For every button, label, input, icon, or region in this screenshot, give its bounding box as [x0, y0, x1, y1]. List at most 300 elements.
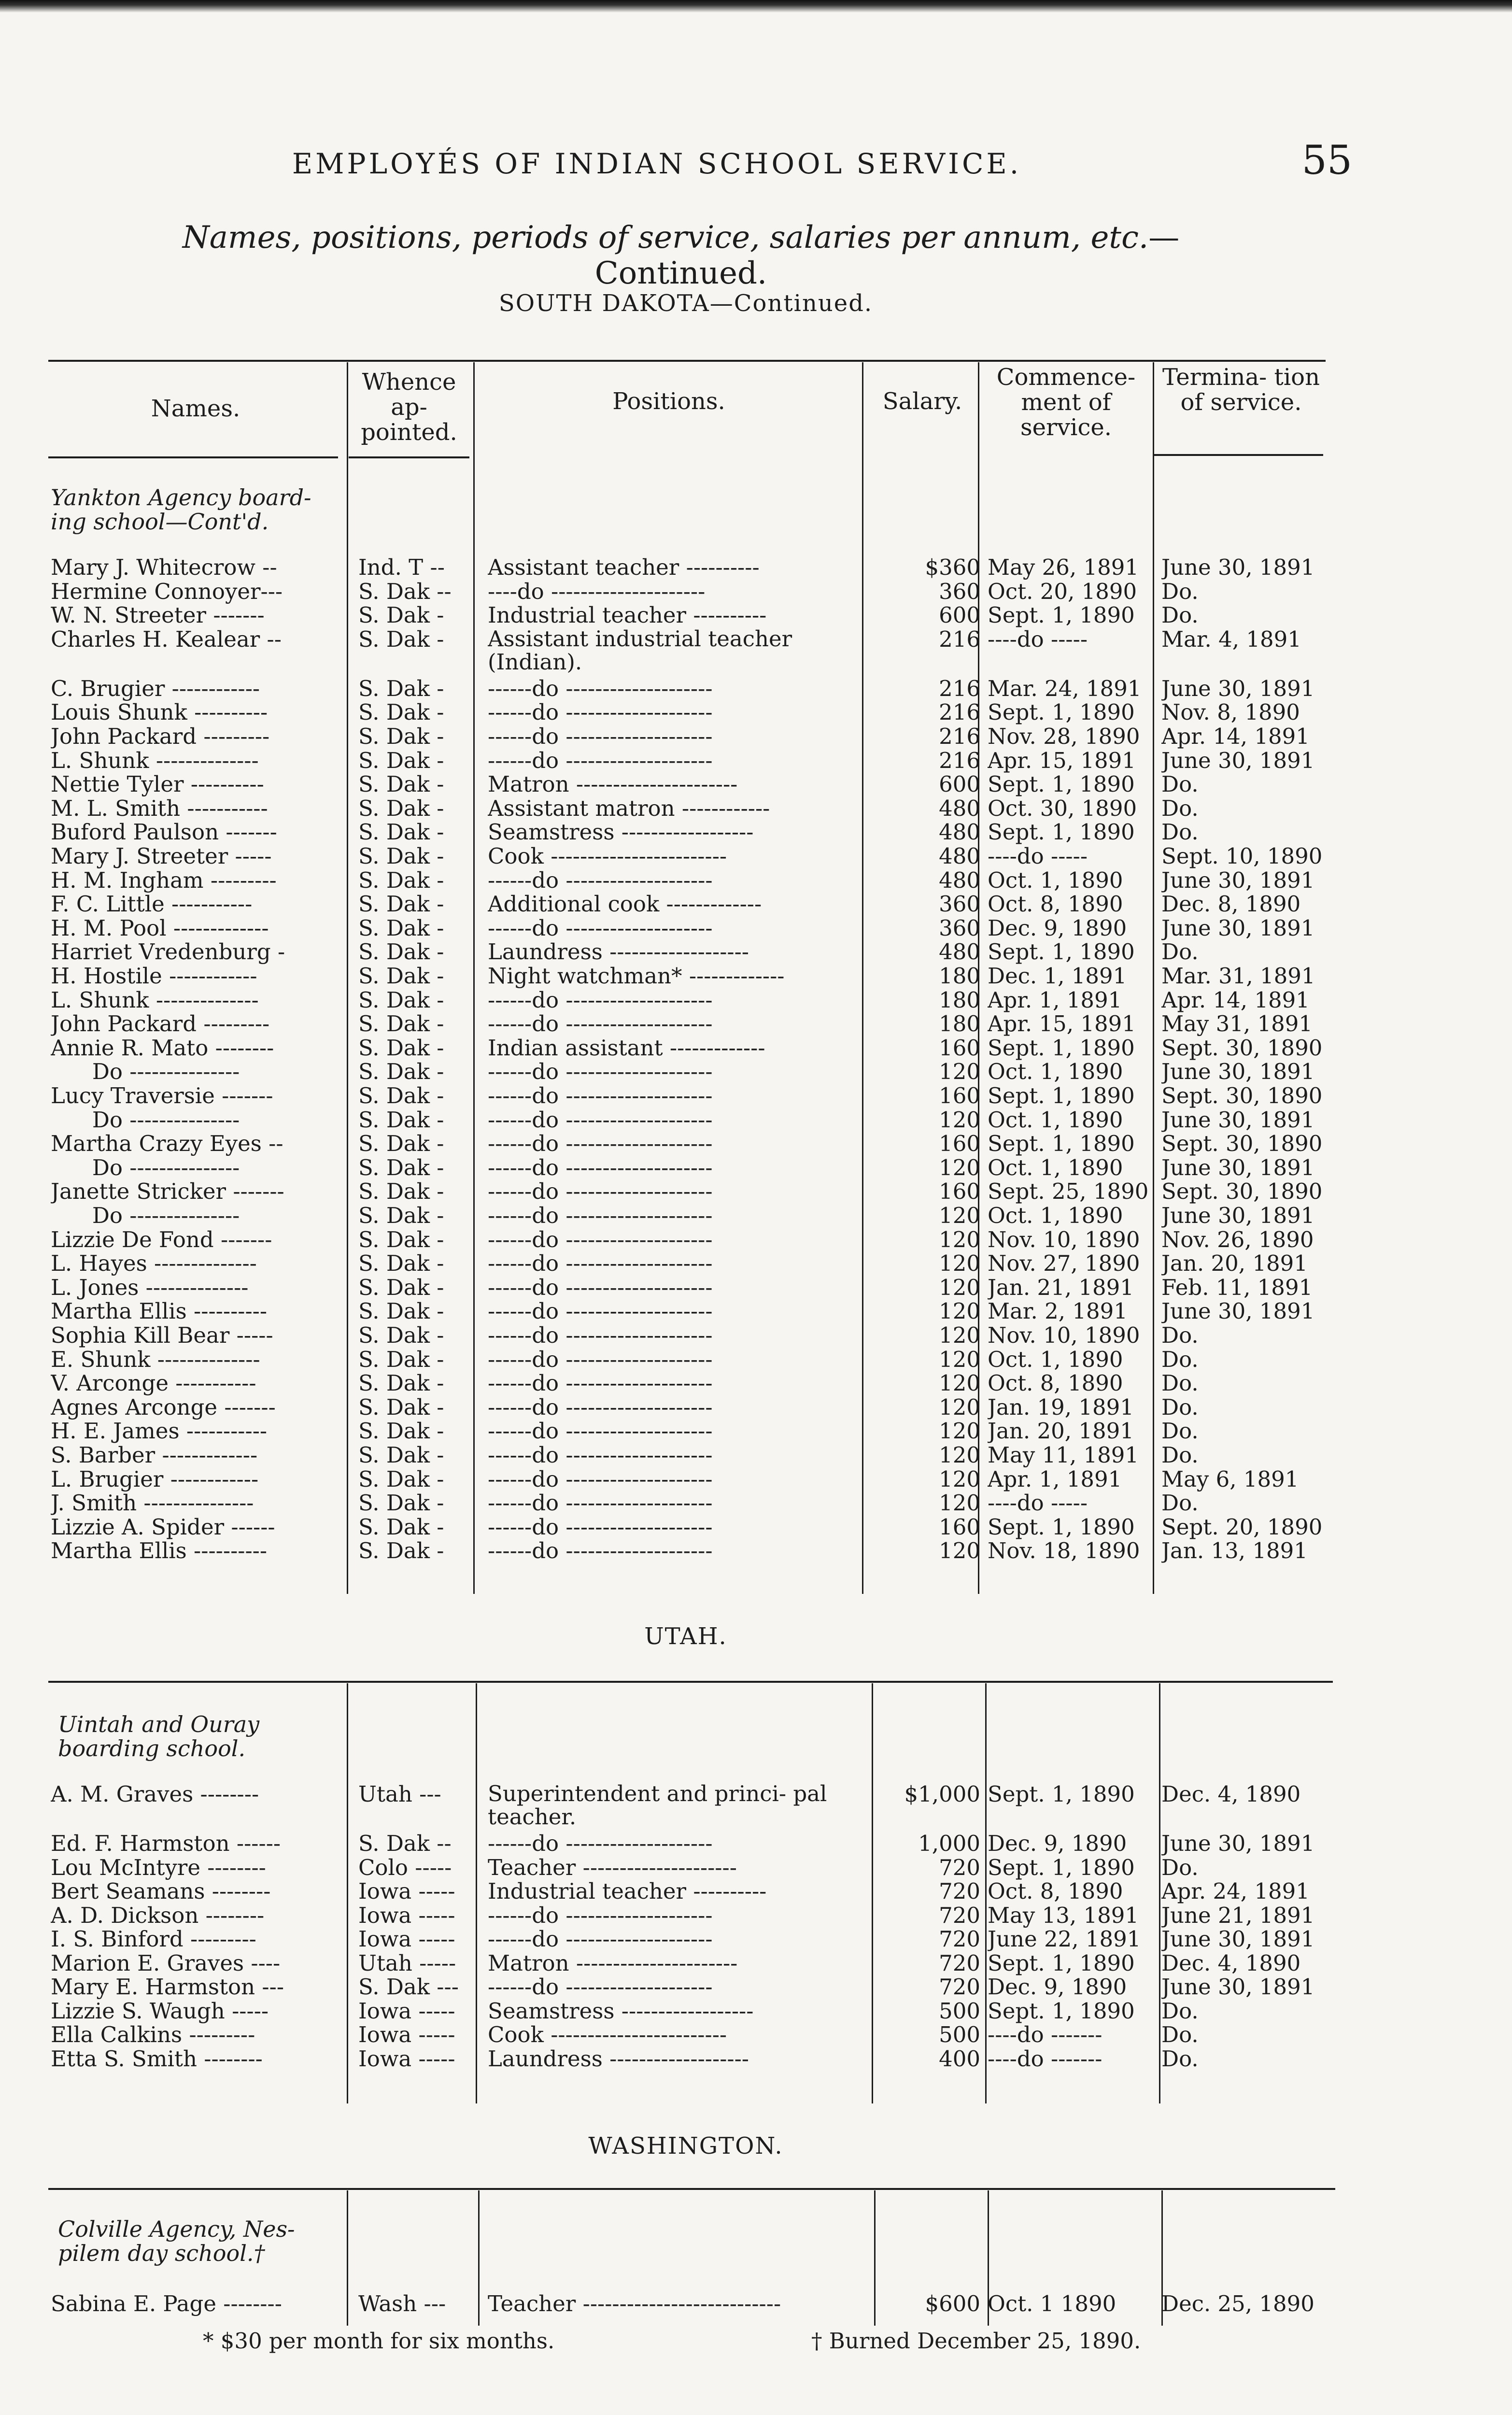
termination-date: June 30, 1891 [1161, 1155, 1315, 1180]
table-row [0, 1179, 1352, 1204]
whence-appointed: S. Dak - [358, 1204, 444, 1228]
whence-appointed: S. Dak - [358, 1012, 444, 1037]
salary: 480 [939, 940, 980, 965]
subtitle-tail: —Continued. [594, 220, 1180, 291]
commencement-date: Dec. 1, 1891 [988, 964, 1127, 988]
commencement-date: Sept. 1, 1890 [988, 1084, 1135, 1108]
position: ------do -------------------- [488, 1132, 713, 1156]
column-header-termination: Termina- tion of service. [1162, 364, 1320, 416]
commencement-date: Dec. 9, 1890 [988, 1832, 1127, 1856]
employee-name: Lizzie S. Waugh ----- [51, 1999, 269, 2023]
salary: 120 [939, 1299, 980, 1324]
table-row [0, 892, 1352, 916]
table-row [0, 1927, 1352, 1951]
termination-date: Sept. 10, 1890 [1161, 844, 1323, 868]
table-row [0, 1323, 1352, 1348]
commencement-date: ----do ------- [988, 2023, 1102, 2047]
column-header-commencement: Commence- ment of service. [996, 364, 1136, 441]
whence-appointed: Wash --- [358, 2292, 446, 2316]
employee-name: Annie R. Mato -------- [51, 1036, 274, 1060]
employee-name: Mary E. Harmston --- [51, 1975, 284, 1999]
commencement-date: Sept. 1, 1890 [988, 1999, 1135, 2023]
salary: 120 [939, 1491, 980, 1516]
position: Cook ------------------------ [488, 844, 727, 868]
position: ------do -------------------- [488, 1347, 713, 1372]
termination-date: May 31, 1891 [1161, 1012, 1313, 1037]
whence-appointed: Ind. T -- [358, 555, 445, 580]
table-row [0, 1419, 1352, 1443]
header-underline-whence [349, 456, 469, 458]
employee-name: L. Shunk -------------- [51, 748, 259, 773]
termination-date: Apr. 14, 1891 [1161, 724, 1310, 749]
salary: 480 [939, 820, 980, 845]
employee-name: Do --------------- [51, 1155, 240, 1180]
table-row [0, 1060, 1352, 1084]
scan-top-edge [0, 0, 1512, 13]
position: ------do -------------------- [488, 1227, 713, 1252]
whence-appointed: S. Dak - [358, 1371, 444, 1396]
employee-name: Etta S. Smith -------- [51, 2046, 263, 2071]
employee-name: C. Brugier ------------ [51, 676, 260, 701]
column-header-names: Names. [151, 395, 240, 422]
employee-name: Sabina E. Page -------- [51, 2292, 282, 2316]
whence-appointed: S. Dak - [358, 868, 444, 893]
salary: 216 [939, 748, 980, 773]
commencement-date: Sept. 25, 1890 [988, 1179, 1149, 1204]
position: ------do -------------------- [488, 700, 713, 725]
termination-date: Jan. 13, 1891 [1161, 1539, 1308, 1563]
salary: 120 [939, 1060, 980, 1084]
employee-name: Lou McIntyre -------- [51, 1855, 266, 1880]
table-row [0, 2047, 1352, 2071]
whence-appointed: S. Dak - [358, 1275, 444, 1300]
employee-name: Buford Paulson ------- [51, 820, 277, 845]
position: Assistant teacher ---------- [488, 555, 760, 580]
table-row [0, 749, 1352, 773]
termination-date: Do. [1161, 579, 1199, 604]
employee-name: Harriet Vredenburg - [51, 940, 285, 965]
salary: 120 [939, 1539, 980, 1563]
position: ------do -------------------- [488, 1108, 713, 1132]
position: ------do -------------------- [488, 1204, 713, 1228]
table-row [0, 1204, 1352, 1228]
employee-name: A. M. Graves -------- [51, 1782, 259, 1806]
position: ------do -------------------- [488, 988, 713, 1012]
position: ------do -------------------- [488, 1419, 713, 1444]
position: ------do -------------------- [488, 1443, 713, 1467]
commencement-date: Sept. 1, 1890 [988, 1036, 1135, 1060]
employee-name: Bert Seamans -------- [51, 1879, 271, 1904]
salary: 216 [939, 700, 980, 725]
employee-name: H. M. Ingham --------- [51, 868, 277, 893]
employee-name: Martha Crazy Eyes -- [51, 1132, 283, 1156]
whence-appointed: S. Dak - [358, 1179, 444, 1204]
table-row [0, 1856, 1352, 1880]
table-row [0, 1782, 1352, 1830]
position: ------do -------------------- [488, 1251, 713, 1276]
employee-name: John Packard --------- [51, 1012, 270, 1037]
position: Matron ---------------------- [488, 1951, 738, 1975]
position: ------do -------------------- [488, 1155, 713, 1180]
employee-name: Marion E. Graves ---- [51, 1951, 281, 1975]
salary: 120 [939, 1323, 980, 1348]
page-number: 55 [1301, 138, 1352, 184]
position: Seamstress ------------------ [488, 1999, 754, 2023]
footnote-dagger: † Burned December 25, 1890. [811, 2328, 1141, 2354]
position: ------do -------------------- [488, 676, 713, 701]
whence-appointed: S. Dak - [358, 1155, 444, 1180]
employee-name: J. Smith --------------- [51, 1491, 254, 1516]
table-row [0, 1108, 1352, 1132]
termination-date: Do. [1161, 1395, 1199, 1420]
table-row [0, 1443, 1352, 1467]
table-row [0, 1299, 1352, 1323]
table-row [0, 580, 1352, 604]
whence-appointed: S. Dak - [358, 892, 444, 917]
table-row [0, 1975, 1352, 1999]
termination-date: Do. [1161, 2046, 1199, 2071]
termination-date: June 30, 1891 [1161, 1204, 1315, 1228]
commencement-date: Oct. 1, 1890 [988, 1060, 1123, 1084]
employee-name: Lucy Traversie ------- [51, 1084, 273, 1108]
salary: 500 [939, 1999, 980, 2023]
page-title: EMPLOYÉS OF INDIAN SCHOOL SERVICE. [292, 147, 1022, 180]
header-underline-names [48, 456, 338, 458]
termination-date: June 30, 1891 [1161, 916, 1315, 940]
commencement-date: Apr. 1, 1891 [988, 1467, 1122, 1492]
table-row [0, 1951, 1352, 1975]
position: Laundress ------------------- [488, 940, 749, 965]
termination-date: June 30, 1891 [1161, 1060, 1315, 1084]
whence-appointed: S. Dak - [358, 820, 444, 845]
salary: 180 [939, 1012, 980, 1037]
whence-appointed: S. Dak - [358, 1515, 444, 1539]
salary: 600 [939, 772, 980, 797]
termination-date: June 30, 1891 [1161, 868, 1315, 893]
employee-name: L. Brugier ------------ [51, 1467, 259, 1492]
commencement-date: Oct. 1 1890 [988, 2292, 1116, 2316]
table-row [0, 2023, 1352, 2047]
termination-date: Dec. 4, 1890 [1161, 1782, 1301, 1806]
termination-date: Mar. 4, 1891 [1161, 627, 1301, 652]
employee-name: W. N. Streeter ------- [51, 603, 265, 628]
termination-date: Do. [1161, 1855, 1199, 1880]
table-row [0, 796, 1352, 821]
table-row [0, 1012, 1352, 1036]
salary: $1,000 [904, 1782, 980, 1806]
employee-name: Do --------------- [51, 1108, 240, 1132]
termination-date: Sept. 30, 1890 [1161, 1084, 1323, 1108]
table-row [0, 1084, 1352, 1108]
table-row [0, 820, 1352, 844]
table-row [0, 1276, 1352, 1300]
salary: 120 [939, 1155, 980, 1180]
employee-name: Louis Shunk ---------- [51, 700, 268, 725]
whence-appointed: S. Dak - [358, 772, 444, 797]
termination-date: Nov. 26, 1890 [1161, 1227, 1314, 1252]
whence-appointed: Utah --- [358, 1782, 441, 1806]
table-row [0, 555, 1352, 580]
position: Indian assistant ------------- [488, 1036, 765, 1060]
table-row [0, 1879, 1352, 1904]
commencement-date: Oct. 1, 1890 [988, 1204, 1123, 1228]
whence-appointed: S. Dak - [358, 1467, 444, 1492]
employee-name: Do --------------- [51, 1204, 240, 1228]
whence-appointed: S. Dak - [358, 940, 444, 965]
table-row [0, 627, 1352, 675]
employee-name: Mary J. Streeter ----- [51, 844, 272, 868]
table-row [0, 1832, 1352, 1856]
table-row [0, 772, 1352, 796]
commencement-date: Nov. 28, 1890 [988, 724, 1140, 749]
termination-date: Apr. 14, 1891 [1161, 988, 1310, 1012]
commencement-date: Oct. 8, 1890 [988, 1879, 1123, 1904]
termination-date: Dec. 4, 1890 [1161, 1951, 1301, 1975]
position: ------do -------------------- [488, 916, 713, 940]
salary: 120 [939, 1419, 980, 1444]
termination-date: Dec. 8, 1890 [1161, 892, 1301, 917]
whence-appointed: S. Dak - [358, 796, 444, 821]
header-underline-termination [1154, 454, 1323, 456]
termination-date: Nov. 8, 1890 [1161, 700, 1300, 725]
position: ------do -------------------- [488, 1084, 713, 1108]
table-row [0, 700, 1352, 724]
salary: 1,000 [918, 1832, 980, 1856]
salary: 120 [939, 1443, 980, 1467]
employee-name: H. E. James ----------- [51, 1419, 268, 1444]
whence-appointed: Colo ----- [358, 1855, 452, 1880]
whence-appointed: S. Dak - [358, 1419, 444, 1444]
termination-date: Do. [1161, 820, 1199, 845]
table-row [0, 1515, 1352, 1539]
utah-top-rule [48, 1681, 1333, 1683]
termination-date: Do. [1161, 1347, 1199, 1372]
employee-name: L. Hayes -------------- [51, 1251, 257, 1276]
termination-date: Do. [1161, 1323, 1199, 1348]
commencement-date: Apr. 1, 1891 [988, 988, 1122, 1012]
termination-date: Do. [1161, 1491, 1199, 1516]
commencement-date: Sept. 1, 1890 [988, 700, 1135, 725]
salary: 160 [939, 1515, 980, 1539]
termination-date: June 30, 1891 [1161, 676, 1315, 701]
table-row [0, 1395, 1352, 1420]
employee-name: M. L. Smith ----------- [51, 796, 268, 821]
commencement-date: Nov. 10, 1890 [988, 1323, 1140, 1348]
position: ------do -------------------- [488, 1299, 713, 1324]
salary: 160 [939, 1084, 980, 1108]
table-row [0, 1491, 1352, 1515]
termination-date: Mar. 31, 1891 [1161, 964, 1315, 988]
termination-date: June 21, 1891 [1161, 1903, 1315, 1928]
termination-date: Do. [1161, 1371, 1199, 1396]
salary: 360 [939, 916, 980, 940]
commencement-date: Sept. 1, 1890 [988, 1951, 1135, 1975]
position: ------do -------------------- [488, 1275, 713, 1300]
termination-date: June 30, 1891 [1161, 555, 1315, 580]
salary: 360 [939, 892, 980, 917]
salary: 400 [939, 2046, 980, 2071]
termination-date: Sept. 30, 1890 [1161, 1036, 1323, 1060]
commencement-date: Sept. 1, 1890 [988, 1782, 1135, 1806]
whence-appointed: S. Dak - [358, 1084, 444, 1108]
commencement-date: Apr. 15, 1891 [988, 748, 1136, 773]
whence-appointed: S. Dak - [358, 627, 444, 652]
commencement-date: Oct. 30, 1890 [988, 796, 1137, 821]
whence-appointed: S. Dak - [358, 1108, 444, 1132]
washington-top-rule [48, 2188, 1335, 2190]
commencement-date: Apr. 15, 1891 [988, 1012, 1136, 1037]
salary: 720 [939, 1879, 980, 1904]
whence-appointed: Utah ----- [358, 1951, 456, 1975]
position: ------do -------------------- [488, 724, 713, 749]
column-header-salary: Salary. [882, 388, 962, 415]
commencement-date: Oct. 20, 1890 [988, 579, 1137, 604]
table-row [0, 1132, 1352, 1156]
position: ------do -------------------- [488, 1060, 713, 1084]
salary: 120 [939, 1395, 980, 1420]
position: Seamstress ------------------ [488, 820, 754, 845]
employee-name: Agnes Arconge ------- [51, 1395, 276, 1420]
employee-name: L. Shunk -------------- [51, 988, 259, 1012]
termination-date: Sept. 20, 1890 [1161, 1515, 1323, 1539]
whence-appointed: Iowa ----- [358, 1927, 455, 1951]
salary: 720 [939, 1975, 980, 1999]
salary: 480 [939, 844, 980, 868]
column-header-whence: Whence ap- pointed. [361, 369, 457, 446]
position: ------do -------------------- [488, 1491, 713, 1516]
whence-appointed: S. Dak - [358, 748, 444, 773]
position: Industrial teacher ---------- [488, 1879, 767, 1904]
table-top-rule [48, 360, 1326, 362]
commencement-date: Sept. 1, 1890 [988, 772, 1135, 797]
termination-date: Do. [1161, 940, 1199, 965]
termination-date: Dec. 25, 1890 [1161, 2292, 1314, 2316]
commencement-date: Oct. 1, 1890 [988, 1155, 1123, 1180]
employee-name: Lizzie De Fond ------- [51, 1227, 272, 1252]
commencement-date: Oct. 1, 1890 [988, 1108, 1123, 1132]
whence-appointed: S. Dak - [358, 988, 444, 1012]
termination-date: Do. [1161, 1419, 1199, 1444]
position: ------do -------------------- [488, 1539, 713, 1563]
termination-date: Do. [1161, 2023, 1199, 2047]
position: Assistant matron ------------ [488, 796, 770, 821]
table-row [0, 1999, 1352, 2023]
commencement-date: June 22, 1891 [988, 1927, 1141, 1951]
position: Superintendent and princi- pal teacher. [488, 1782, 827, 1830]
whence-appointed: S. Dak - [358, 844, 444, 868]
commencement-date: Dec. 9, 1890 [988, 916, 1127, 940]
position: ------do -------------------- [488, 868, 713, 893]
salary: 480 [939, 796, 980, 821]
salary: 180 [939, 988, 980, 1012]
commencement-date: ----do ------- [988, 2046, 1102, 2071]
table-row [0, 1539, 1352, 1563]
position: Teacher --------------------- [488, 1855, 737, 1880]
table-row [0, 724, 1352, 749]
termination-date: June 30, 1891 [1161, 1108, 1315, 1132]
employee-name: S. Barber ------------- [51, 1443, 258, 1467]
commencement-date: ----do ----- [988, 844, 1088, 868]
whence-appointed: S. Dak - [358, 1227, 444, 1252]
termination-date: Do. [1161, 1443, 1199, 1467]
page-subtitle [126, 220, 1236, 291]
whence-appointed: S. Dak - [358, 1539, 444, 1563]
salary: 720 [939, 1927, 980, 1951]
commencement-date: Mar. 2, 1891 [988, 1299, 1128, 1324]
salary: 120 [939, 1108, 980, 1132]
whence-appointed: Iowa ----- [358, 1999, 455, 2023]
position: ------do -------------------- [488, 1832, 713, 1856]
section-heading-washington: WASHINGTON. [588, 2132, 783, 2159]
termination-date: Apr. 24, 1891 [1161, 1879, 1310, 1904]
group-label-yankton: Yankton Agency board- ing school—Cont'd. [51, 484, 311, 535]
whence-appointed: S. Dak - [358, 1299, 444, 1324]
termination-date: Do. [1161, 796, 1199, 821]
commencement-date: Jan. 20, 1891 [988, 1419, 1134, 1444]
column-header-positions: Positions. [612, 388, 725, 415]
whence-appointed: S. Dak -- [358, 579, 452, 604]
employee-name: Martha Ellis ---------- [51, 1299, 268, 1324]
whence-appointed: S. Dak - [358, 1323, 444, 1348]
commencement-date: Oct. 8, 1890 [988, 1371, 1123, 1396]
whence-appointed: S. Dak - [358, 916, 444, 940]
termination-date: June 30, 1891 [1161, 1975, 1315, 1999]
table-row [0, 1371, 1352, 1395]
employee-name: Janette Stricker ------- [51, 1179, 284, 1204]
table-row [0, 1156, 1352, 1180]
table-row [0, 1348, 1352, 1372]
table-row [0, 964, 1352, 988]
group-label-uintah: Uintah and Ouray boarding school. [58, 1711, 260, 1762]
whence-appointed: S. Dak - [358, 1060, 444, 1084]
table-row [0, 868, 1352, 893]
position: ------do -------------------- [488, 1323, 713, 1348]
salary: 120 [939, 1204, 980, 1228]
position: Cook ------------------------ [488, 2023, 727, 2047]
employee-name: Martha Ellis ---------- [51, 1539, 268, 1563]
salary: 120 [939, 1467, 980, 1492]
commencement-date: Oct. 1, 1890 [988, 1347, 1123, 1372]
salary: 500 [939, 2023, 980, 2047]
employee-name: Lizzie A. Spider ------ [51, 1515, 275, 1539]
position: Teacher --------------------------- [488, 2292, 781, 2316]
commencement-date: May 11, 1891 [988, 1443, 1139, 1467]
whence-appointed: S. Dak - [358, 1251, 444, 1276]
employee-name: H. Hostile ------------ [51, 964, 257, 988]
subtitle-italic: Names, positions, periods of service, salaries per annum, etc. [182, 220, 1149, 256]
commencement-date: Nov. 18, 1890 [988, 1539, 1140, 1563]
table-row [0, 1467, 1352, 1492]
employee-name: H. M. Pool ------------- [51, 916, 269, 940]
employee-name: F. C. Little ----------- [51, 892, 253, 917]
table-row [0, 844, 1352, 868]
table-row [0, 988, 1352, 1012]
commencement-date: May 26, 1891 [988, 555, 1139, 580]
termination-date: June 30, 1891 [1161, 748, 1315, 773]
position: ------do -------------------- [488, 748, 713, 773]
salary: 720 [939, 1951, 980, 1975]
whence-appointed: Iowa ----- [358, 1903, 455, 1928]
commencement-date: Sept. 1, 1890 [988, 1132, 1135, 1156]
position: ------do -------------------- [488, 1927, 713, 1951]
whence-appointed: S. Dak - [358, 1443, 444, 1467]
commencement-date: Sept. 1, 1890 [988, 1515, 1135, 1539]
whence-appointed: S. Dak - [358, 1132, 444, 1156]
whence-appointed: S. Dak -- [358, 1832, 452, 1856]
commencement-date: Sept. 1, 1890 [988, 603, 1135, 628]
commencement-date: May 13, 1891 [988, 1903, 1139, 1928]
employee-name: Ed. F. Harmston ------ [51, 1832, 281, 1856]
